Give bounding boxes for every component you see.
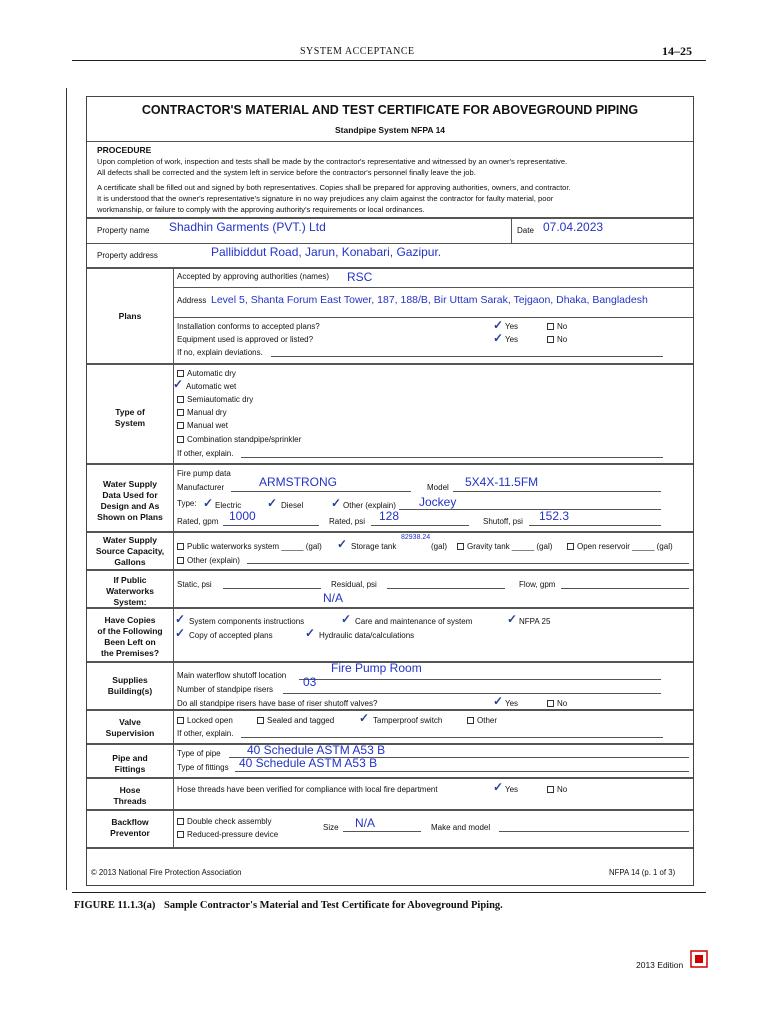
procedure-text-4: It is understood that the owner's representative's signature in no way prejudices any claim against the contractor for faulty material, poor bbox=[97, 194, 554, 203]
supplies-label: Supplies Building(s) bbox=[107, 675, 153, 696]
approved-label: Equipment used is approved or listed? bbox=[177, 335, 314, 344]
hose-label: Hose Threads bbox=[113, 785, 147, 806]
date-label: Date bbox=[517, 226, 534, 235]
rated-psi-underline bbox=[371, 525, 469, 526]
edition-label: 2013 Edition bbox=[636, 960, 684, 970]
checkbox-icon bbox=[177, 717, 184, 724]
shutoff-psi-field[interactable]: 152.3 bbox=[539, 509, 570, 523]
diesel-check-icon: ✓ bbox=[267, 496, 278, 510]
shutoff-psi-label: Shutoff, psi bbox=[483, 517, 523, 526]
capacity-storage-gal: (gal) bbox=[431, 542, 448, 551]
left-margin-rule bbox=[66, 88, 67, 890]
form-page-ref: NFPA 14 (p. 1 of 3) bbox=[609, 868, 676, 877]
hose-yes-check-icon[interactable]: ✓ bbox=[493, 780, 504, 794]
accepted-by-label: Accepted by approving authorities (names) bbox=[177, 272, 330, 281]
base-yes-check-icon[interactable]: ✓ bbox=[493, 694, 504, 708]
date-divider bbox=[511, 217, 512, 243]
checkbox-icon bbox=[177, 831, 184, 838]
capacity-label: Water Supply Source Capacity, Gallons bbox=[95, 535, 165, 567]
public-ww-value[interactable]: N/A bbox=[323, 591, 344, 605]
figure-label: FIGURE 11.1.3(a) bbox=[74, 900, 156, 911]
header-rule bbox=[72, 60, 706, 61]
system-type-label: Type of System bbox=[114, 407, 146, 428]
copies-components[interactable]: System components instructions bbox=[189, 617, 305, 626]
risers-label: Number of standpipe risers bbox=[177, 685, 274, 694]
manufacturer-label: Manufacturer bbox=[177, 483, 225, 492]
pipe-rule bbox=[87, 743, 693, 745]
pump-type-other[interactable]: Other (explain) bbox=[343, 501, 396, 510]
residual-psi-label: Residual, psi bbox=[331, 580, 377, 589]
approved-yes-label: Yes bbox=[505, 335, 519, 344]
hydraulic-check-icon: ✓ bbox=[305, 626, 316, 640]
backflow-size-underline bbox=[343, 831, 421, 832]
system-other-label: If other, explain. bbox=[177, 449, 234, 458]
checkbox-icon bbox=[177, 436, 184, 443]
base-shutoff-label: Do all standpipe risers have base of riser shutoff valves? bbox=[177, 699, 378, 708]
hose-no-checkbox[interactable]: No bbox=[547, 785, 567, 794]
electric-check-icon: ✓ bbox=[203, 496, 214, 510]
copies-care[interactable]: Care and maintenance of system bbox=[355, 617, 473, 626]
checkbox-icon bbox=[567, 543, 574, 550]
model-field[interactable]: 5X4X-11.5FM bbox=[465, 475, 539, 489]
components-check-icon: ✓ bbox=[175, 612, 186, 626]
property-address-rule bbox=[87, 243, 693, 244]
valve-other-option[interactable]: Other bbox=[467, 716, 497, 725]
rated-gpm-label: Rated, gpm bbox=[177, 517, 219, 526]
rated-gpm-underline bbox=[223, 525, 319, 526]
deviations-label: If no, explain deviations. bbox=[177, 348, 263, 357]
checkbox-icon bbox=[177, 409, 184, 416]
plans-address-field[interactable]: Level 5, Shanta Forum East Tower, 187, 188/B, Bir Uttam Sarak, Tejgaon, Dhaka, Bangladesh bbox=[211, 294, 648, 306]
backflow-reduced-option[interactable]: Reduced-pressure device bbox=[177, 830, 278, 839]
fittings-type-field[interactable]: 40 Schedule ASTM A53 B bbox=[239, 756, 378, 770]
checkbox-icon bbox=[177, 396, 184, 403]
conforms-no-checkbox[interactable] bbox=[547, 322, 567, 331]
checkbox-icon bbox=[457, 543, 464, 550]
form-title: CONTRACTOR'S MATERIAL AND TEST CERTIFICATE FOR ABOVEGROUND PIPING bbox=[141, 103, 639, 117]
figure-caption bbox=[74, 900, 503, 911]
rated-gpm-field[interactable]: 1000 bbox=[229, 509, 256, 523]
pump-type-diesel[interactable]: Diesel bbox=[281, 501, 304, 510]
valve-explain-label: If other, explain. bbox=[177, 729, 234, 738]
copies-nfpa25[interactable]: NFPA 25 bbox=[519, 617, 551, 626]
procedure-text-2: All defects shall be corrected and the system left in service before the contractor's personnel finally leave the job. bbox=[97, 168, 476, 177]
flow-gpm-field[interactable] bbox=[561, 588, 689, 589]
valve-rule bbox=[87, 709, 693, 711]
opt-manual-wet[interactable]: Manual wet bbox=[177, 421, 228, 430]
property-address-field[interactable]: Pallibiddut Road, Jarun, Konabari, Gazipur. bbox=[211, 245, 442, 259]
automatic-wet-check-icon: ✓ bbox=[173, 377, 184, 391]
checkbox-icon bbox=[177, 422, 184, 429]
rated-psi-label: Rated, psi bbox=[329, 517, 366, 526]
opt-combination[interactable]: Combination standpipe/sprinkler bbox=[177, 435, 301, 444]
backflow-make-field[interactable] bbox=[499, 831, 689, 832]
fire-pump-label: Fire pump data bbox=[177, 469, 231, 478]
property-name-label: Property name bbox=[97, 226, 150, 235]
figure-rule bbox=[72, 892, 706, 893]
capacity-storage-field[interactable]: 82938.24 bbox=[401, 534, 431, 541]
running-head: SYSTEM ACCEPTANCE bbox=[300, 46, 415, 57]
plans-address-label: Address bbox=[177, 296, 207, 305]
valve-sealed-option[interactable]: Sealed and tagged bbox=[257, 716, 334, 725]
backflow-double-option[interactable]: Double check assembly bbox=[177, 817, 271, 826]
valve-locked-option[interactable]: Locked open bbox=[177, 716, 233, 725]
backflow-size-field[interactable]: N/A bbox=[355, 816, 376, 830]
shutoff-location-field[interactable]: Fire Pump Room bbox=[331, 661, 422, 675]
checkbox-icon bbox=[467, 717, 474, 724]
plans-rule bbox=[87, 267, 693, 269]
checkbox-icon bbox=[177, 543, 184, 550]
capacity-storage-label: Storage tank bbox=[351, 542, 397, 551]
hose-yes-label: Yes bbox=[505, 785, 519, 794]
label-column-divider bbox=[173, 267, 174, 847]
fittings-type-label: Type of fittings bbox=[177, 763, 229, 772]
storage-tank-check-icon: ✓ bbox=[337, 537, 348, 551]
system-other-field[interactable] bbox=[241, 457, 663, 458]
fittings-type-underline bbox=[235, 771, 689, 772]
property-name-field[interactable]: Shadhin Garments (PVT.) Ltd bbox=[169, 220, 326, 234]
conforms-no-label: No bbox=[557, 322, 568, 331]
tamper-check-icon: ✓ bbox=[359, 711, 370, 725]
flow-gpm-label: Flow, gpm bbox=[519, 580, 556, 589]
figure-caption-text: Sample Contractor's Material and Test Certificate for Aboveground Piping. bbox=[164, 900, 503, 911]
procedure-text-3: A certificate shall be filled out and signed by both representatives. Copies shall be prepared for approving authorities, owners, and contractor. bbox=[97, 183, 571, 192]
certificate-form bbox=[86, 96, 694, 886]
other-explain-underline bbox=[399, 509, 661, 510]
backflow-rule bbox=[87, 809, 693, 811]
other-explain-field[interactable]: Jockey bbox=[419, 495, 457, 509]
approved-yes-check-icon[interactable]: ✓ bbox=[493, 331, 504, 345]
water-supply-label: Water Supply Data Used for Design and As Shown on Plans bbox=[97, 479, 163, 522]
property-name-rule bbox=[87, 217, 693, 219]
valve-tamper-option[interactable]: Tamperproof switch bbox=[373, 716, 443, 725]
nfpa25-check-icon: ✓ bbox=[507, 612, 518, 626]
opt-semiautomatic-dry[interactable]: Semiautomatic dry bbox=[177, 395, 253, 404]
date-field[interactable]: 07.04.2023 bbox=[543, 220, 604, 234]
page-number: 14–25 bbox=[662, 44, 692, 58]
checkbox-icon bbox=[547, 336, 554, 343]
pump-type-electric[interactable]: Electric bbox=[215, 501, 242, 510]
plans-check-icon: ✓ bbox=[175, 626, 186, 640]
copies-label: Have Copies of the Following Been Left on the Premises? bbox=[97, 615, 163, 658]
base-no-checkbox[interactable]: No bbox=[547, 699, 567, 708]
checkbox-icon bbox=[257, 717, 264, 724]
public-ww-label: If Public Waterworks System: bbox=[106, 575, 154, 607]
pump-type-label: Type: bbox=[177, 499, 197, 508]
shutoff-location-label: Main waterflow shutoff location bbox=[177, 671, 287, 680]
checkbox-icon bbox=[547, 786, 554, 793]
checkbox-icon bbox=[177, 557, 184, 564]
conforms-label: Installation conforms to accepted plans? bbox=[177, 322, 320, 331]
valve-label: Valve Supervision bbox=[105, 717, 155, 738]
hose-rule bbox=[87, 777, 693, 779]
capacity-other-field[interactable] bbox=[247, 563, 689, 564]
capacity-public-option[interactable]: Public waterworks system _____ (gal) bbox=[177, 542, 322, 551]
model-underline bbox=[453, 491, 661, 492]
checkbox-icon bbox=[547, 700, 554, 707]
procedure-text-5: workmanship, or failure to comply with the approving authority's requirements or local ordinances. bbox=[97, 205, 425, 214]
capacity-gravity-option[interactable]: Gravity tank _____ (gal) bbox=[457, 542, 552, 551]
form-bottom-rule bbox=[87, 847, 693, 849]
opt-automatic-wet[interactable]: Automatic wet bbox=[186, 382, 237, 391]
other-check-icon: ✓ bbox=[331, 496, 342, 510]
backflow-size-label: Size bbox=[323, 823, 339, 832]
backflow-make-label: Make and model bbox=[431, 823, 491, 832]
approved-no-checkbox[interactable] bbox=[547, 335, 567, 344]
form-subtitle: Standpipe System NFPA 14 bbox=[334, 125, 446, 135]
plans-sub-rule-2 bbox=[173, 317, 693, 318]
property-address-label: Property address bbox=[97, 251, 158, 260]
checkbox-icon bbox=[177, 818, 184, 825]
conforms-yes-label: Yes bbox=[505, 322, 519, 331]
procedure-text-1: Upon completion of work, inspection and tests shall be made by the contractor's representative and witnessed by an owner's representative. bbox=[97, 157, 568, 166]
procedure-heading: PROCEDURE bbox=[97, 145, 152, 155]
opt-manual-dry[interactable]: Manual dry bbox=[177, 408, 227, 417]
manufacturer-underline bbox=[231, 491, 411, 492]
public-ww-rule bbox=[87, 569, 693, 571]
risers-underline bbox=[283, 693, 661, 694]
opt-automatic-dry[interactable]: Automatic dry bbox=[177, 369, 236, 378]
plans-sub-rule-1 bbox=[173, 287, 693, 288]
nfpa-logo-icon bbox=[690, 950, 708, 968]
rated-psi-field[interactable]: 128 bbox=[379, 509, 400, 523]
risers-field[interactable]: 03 bbox=[303, 675, 317, 689]
static-psi-field[interactable] bbox=[223, 588, 321, 589]
system-type-rule bbox=[87, 363, 693, 365]
manufacturer-field[interactable]: ARMSTRONG bbox=[259, 475, 337, 489]
base-yes-label: Yes bbox=[505, 699, 519, 708]
copies-plans[interactable]: Copy of accepted plans bbox=[189, 631, 273, 640]
pipe-label: Pipe and Fittings bbox=[112, 753, 148, 774]
capacity-other-option[interactable]: Other (explain) bbox=[177, 556, 240, 565]
pipe-type-field[interactable]: 40 Schedule ASTM A53 B bbox=[247, 743, 386, 757]
backflow-label: Backflow Preventor bbox=[110, 817, 150, 838]
model-label: Model bbox=[427, 483, 449, 492]
static-psi-label: Static, psi bbox=[177, 580, 212, 589]
copies-rule bbox=[87, 607, 693, 609]
pipe-type-label: Type of pipe bbox=[177, 749, 221, 758]
deviations-field[interactable] bbox=[271, 356, 663, 357]
capacity-rule bbox=[87, 531, 693, 533]
shutoff-psi-underline bbox=[529, 525, 661, 526]
valve-explain-field[interactable] bbox=[241, 737, 663, 738]
shutoff-location-underline bbox=[299, 679, 661, 680]
form-copyright: © 2013 National Fire Protection Association bbox=[91, 868, 242, 877]
accepted-by-field[interactable]: RSC bbox=[347, 270, 373, 284]
copies-hydraulic[interactable]: Hydraulic data/calculations bbox=[319, 631, 415, 640]
approved-no-label: No bbox=[557, 335, 568, 344]
capacity-reservoir-option[interactable]: Open reservoir _____ (gal) bbox=[567, 542, 673, 551]
care-check-icon: ✓ bbox=[341, 612, 352, 626]
conforms-yes-check-icon[interactable]: ✓ bbox=[493, 318, 504, 332]
checkbox-icon bbox=[547, 323, 554, 330]
plans-section-label: Plans bbox=[118, 311, 142, 321]
residual-psi-field[interactable] bbox=[387, 588, 505, 589]
hose-threads-label: Hose threads have been verified for compliance with local fire department bbox=[177, 785, 438, 794]
procedure-top-rule bbox=[87, 141, 693, 142]
water-supply-rule bbox=[87, 463, 693, 465]
